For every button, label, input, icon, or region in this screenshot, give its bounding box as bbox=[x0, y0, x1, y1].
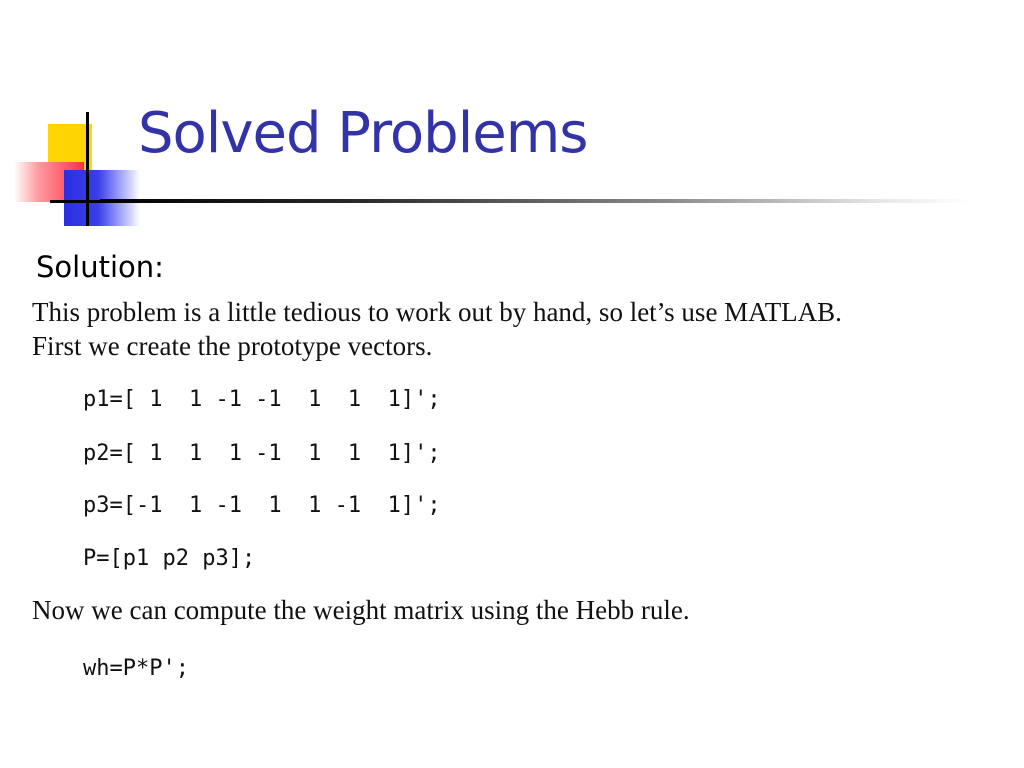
logo-blue-square bbox=[64, 170, 140, 226]
code-line-p1: p1=[ 1 1 -1 -1 1 1 1]'; bbox=[83, 387, 441, 412]
slide-title: Solved Problems bbox=[138, 101, 588, 166]
code-line-weight-matrix: wh=P*P'; bbox=[83, 656, 189, 681]
title-divider bbox=[100, 199, 970, 203]
intro-text-line-2: First we create the prototype vectors. bbox=[32, 331, 433, 361]
code-line-p3: p3=[-1 1 -1 1 1 -1 1]'; bbox=[83, 493, 441, 518]
code-line-matrix: P=[p1 p2 p3]; bbox=[83, 546, 256, 571]
solution-heading: Solution: bbox=[36, 250, 164, 284]
hebb-rule-text: Now we can compute the weight matrix using the Hebb rule. bbox=[32, 595, 690, 625]
logo-vertical-line bbox=[86, 112, 89, 226]
logo-horizontal-line bbox=[50, 200, 104, 203]
slide-logo-icon bbox=[0, 0, 160, 240]
code-line-p2: p2=[ 1 1 1 -1 1 1 1]'; bbox=[83, 441, 441, 466]
intro-text-line-1: This problem is a little tedious to work out by hand, so let’s use MATLAB. bbox=[32, 297, 842, 327]
